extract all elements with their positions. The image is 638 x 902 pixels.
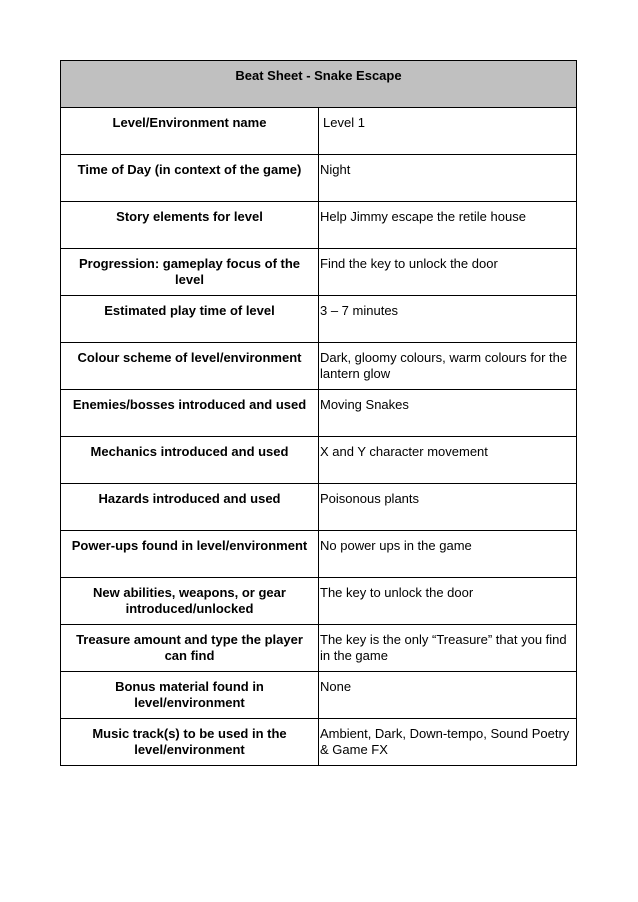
row-value-cell: [319, 578, 577, 625]
row-value-cell: [319, 672, 577, 719]
beat-sheet-title: Beat Sheet - Snake Escape: [235, 68, 402, 83]
table-title-cell: [61, 61, 577, 108]
row-label-cell: [61, 484, 319, 531]
row-value: Ambient, Dark, Down-tempo, Sound Poetry & Game FX: [320, 726, 570, 757]
row-value-cell: [319, 249, 577, 296]
row-label: Hazards introduced and used: [98, 491, 281, 506]
table-row: [61, 672, 577, 719]
row-value-cell: [319, 625, 577, 672]
table-row: [61, 437, 577, 484]
row-value-cell: [319, 531, 577, 578]
table-row: [61, 249, 577, 296]
row-label: Bonus material found in level/environment: [115, 679, 264, 710]
row-label-cell: [61, 108, 319, 155]
row-label-cell: [61, 437, 319, 484]
table-row: [61, 719, 577, 766]
row-label-cell: [61, 155, 319, 202]
row-label: Level/Environment name: [112, 115, 267, 130]
row-label: Music track(s) to be used in the level/environment: [92, 726, 287, 757]
row-value: 3 – 7 minutes: [320, 303, 399, 318]
row-value-cell: [319, 719, 577, 766]
row-value-cell: [319, 296, 577, 343]
row-label: Progression: gameplay focus of the level: [78, 256, 301, 287]
row-label-cell: [61, 625, 319, 672]
table-row: [61, 578, 577, 625]
row-value-cell: [319, 437, 577, 484]
row-label: Treasure amount and type the player can find: [76, 632, 303, 663]
row-value: X and Y character movement: [320, 444, 488, 459]
row-label: Power-ups found in level/environment: [71, 538, 308, 553]
beat-sheet-table: [60, 60, 577, 766]
row-value: Moving Snakes: [320, 397, 409, 412]
row-label: Colour scheme of level/environment: [77, 350, 302, 365]
row-label-cell: [61, 390, 319, 437]
row-value-cell: [319, 108, 577, 155]
table-row: [61, 390, 577, 437]
table-header-row: [61, 61, 577, 108]
table-row: [61, 625, 577, 672]
row-label: Time of Day (in context of the game): [77, 162, 302, 177]
row-value: Dark, gloomy colours, warm colours for the lantern glow: [320, 350, 568, 381]
row-label: Estimated play time of level: [104, 303, 275, 318]
row-value: The key to unlock the door: [320, 585, 474, 600]
table-row: [61, 296, 577, 343]
row-label: New abilities, weapons, or gear introduced/unlocked: [93, 585, 286, 616]
row-value-cell: [319, 202, 577, 249]
row-value: No power ups in the game: [320, 538, 472, 553]
row-value-cell: [319, 343, 577, 390]
row-label-cell: [61, 296, 319, 343]
row-value-cell: [319, 390, 577, 437]
table-row: [61, 484, 577, 531]
row-label-cell: [61, 202, 319, 249]
row-value: Poisonous plants: [320, 491, 420, 506]
row-value: Level 1: [323, 115, 365, 130]
row-label-cell: [61, 578, 319, 625]
row-label-cell: [61, 672, 319, 719]
table-row: [61, 155, 577, 202]
row-label: Enemies/bosses introduced and used: [72, 397, 307, 412]
row-value: None: [320, 679, 352, 694]
table-row: [61, 531, 577, 578]
row-value-cell: [319, 484, 577, 531]
row-label: Mechanics introduced and used: [90, 444, 289, 459]
row-label-cell: [61, 719, 319, 766]
table-row: [61, 343, 577, 390]
row-value: Night: [320, 162, 351, 177]
beat-sheet: [60, 60, 577, 766]
row-value: Find the key to unlock the door: [320, 256, 498, 271]
table-row: [61, 108, 577, 155]
row-label-cell: [61, 531, 319, 578]
table-row: [61, 202, 577, 249]
row-label: Story elements for level: [116, 209, 263, 224]
row-label-cell: [61, 343, 319, 390]
row-value-cell: [319, 155, 577, 202]
row-value: Help Jimmy escape the retile house: [320, 209, 526, 224]
row-value: The key is the only “Treasure” that you find in the game: [320, 632, 567, 663]
row-label-cell: [61, 249, 319, 296]
